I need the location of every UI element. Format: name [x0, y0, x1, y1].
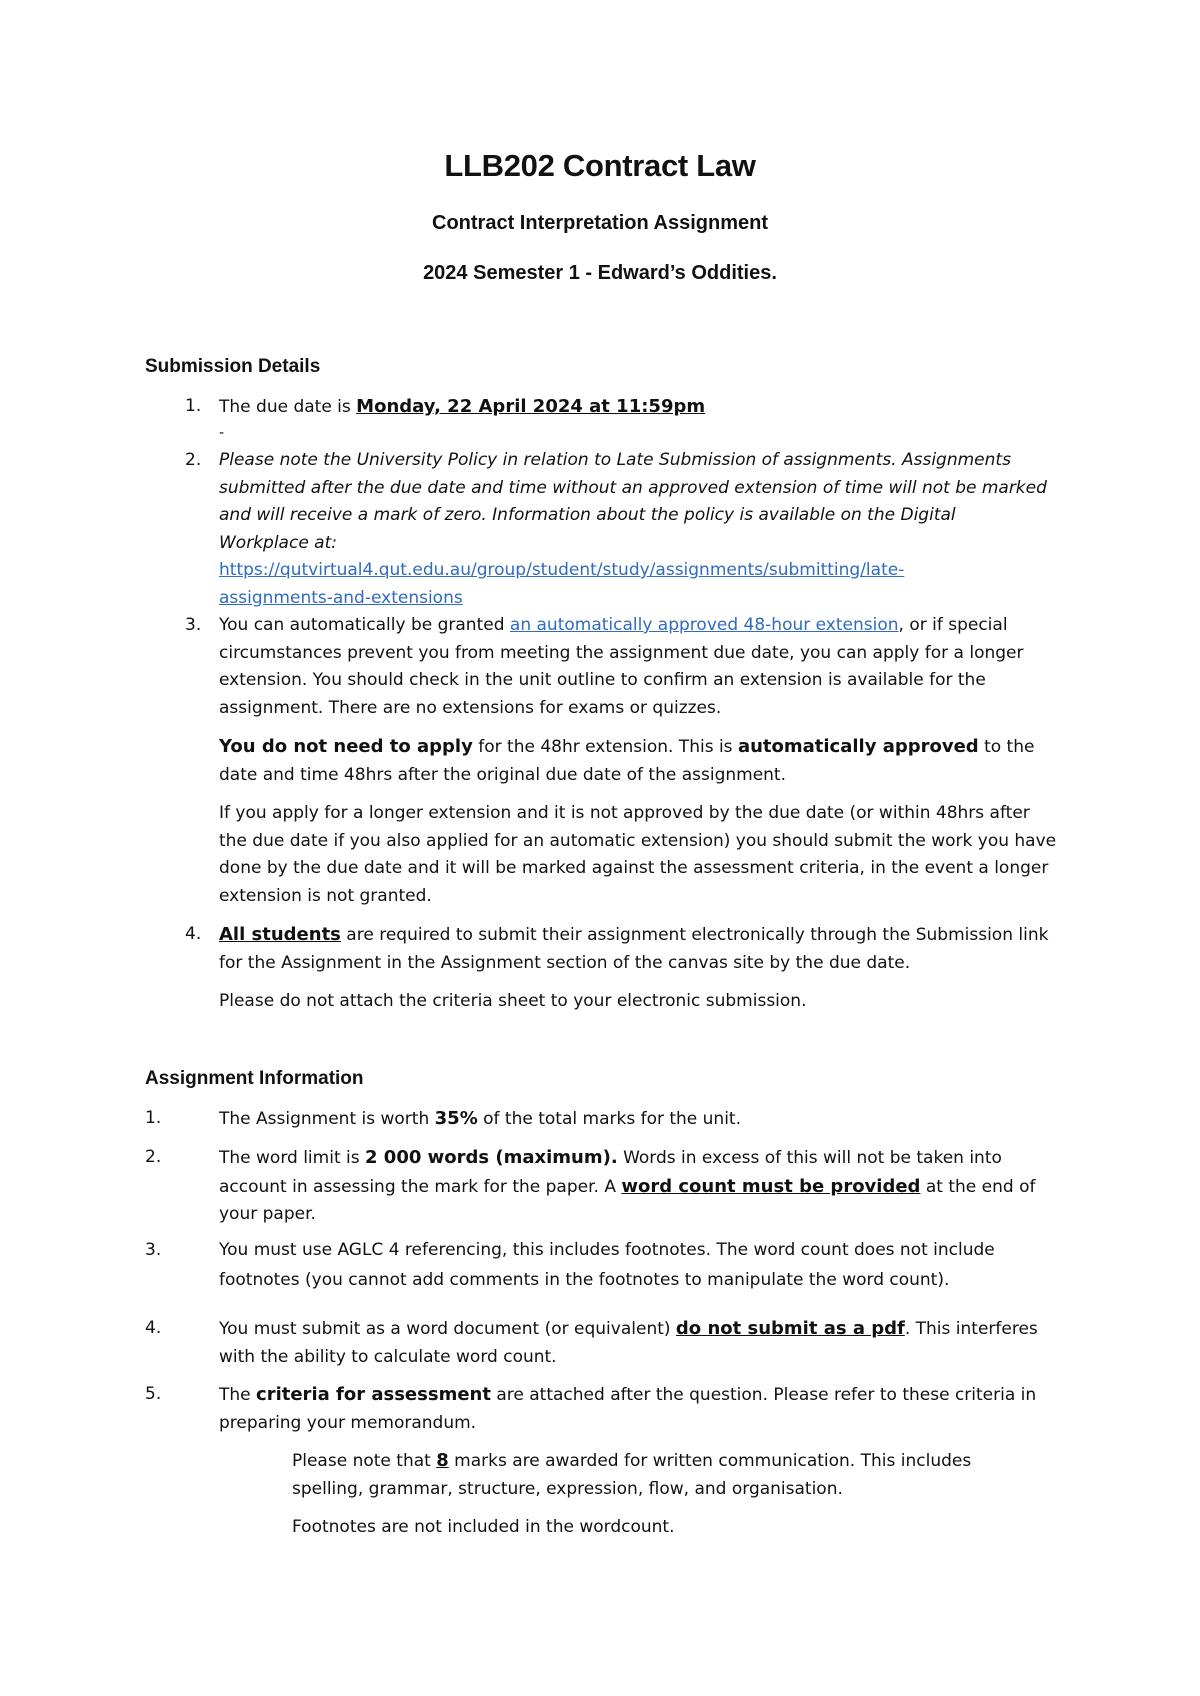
electronic-submission-paragraph: [219, 921, 1057, 977]
submission-item-number: 3.: [185, 615, 202, 635]
aglc-line-2: footnotes (you cannot add comments in the footnotes to manipulate the word count).: [219, 1270, 950, 1290]
note-prefix: Please note that: [292, 1451, 437, 1471]
extension-prefix: You can automatically be granted: [219, 615, 510, 635]
no-need-apply: You do not need to apply: [219, 736, 473, 757]
criteria-prefix: The: [219, 1385, 257, 1405]
criteria-suffix: are attached after the question. Please refer to these criteria in preparing your memorandum.: [219, 1385, 1037, 1433]
assignment-information-heading: Assignment Information: [145, 1068, 364, 1089]
extension-link[interactable]: an automatically approved 48-hour extension: [509, 615, 899, 635]
assignment-item-number: 2.: [145, 1147, 162, 1167]
assignment-worth: [219, 1105, 1059, 1134]
submission-item-due-date: [219, 393, 1019, 422]
word-limit-value: 2 000 words (maximum).: [365, 1147, 618, 1168]
criteria-for-assessment: criteria for assessment: [256, 1384, 491, 1405]
extension-paragraph: [219, 612, 1057, 722]
submit-format-suffix: . This interferes with the ability to calculate word count.: [219, 1319, 1038, 1367]
semester-line: 2024 Semester 1 - Edward’s Oddities.: [423, 262, 777, 284]
word-count-required: word count must be provided: [621, 1175, 921, 1197]
written-communication-note: [292, 1447, 1032, 1503]
footnote-wordcount-note: Footnotes are not included in the wordcount.: [292, 1517, 675, 1537]
submission-item-number: 1.: [185, 396, 202, 416]
word-limit-mid: Words in excess of this will not be taken into account in assessing the mark for the paper. A: [219, 1148, 1002, 1197]
word-limit-paragraph: [219, 1144, 1059, 1229]
auto-approval-end: to the date and time 48hrs after the original due date of the assignment.: [219, 737, 1035, 785]
auto-approval-paragraph: [219, 733, 1057, 789]
policy-url[interactable]: [219, 557, 1049, 612]
automatically-approved: automatically approved: [737, 736, 979, 757]
submission-details-heading: Submission Details: [145, 356, 321, 377]
not-pdf: do not submit as a pdf: [675, 1318, 905, 1339]
criteria-sheet-note: Please do not attach the criteria sheet to your electronic submission.: [219, 991, 807, 1011]
submit-format-prefix: You must submit as a word document (or equivalent): [219, 1319, 676, 1339]
worth-percent: 35%: [434, 1108, 478, 1129]
auto-approval-mid: for the 48hr extension. This is: [472, 737, 738, 757]
worth-prefix: The Assignment is worth: [219, 1109, 435, 1129]
note-suffix: marks are awarded for written communication. This includes spelling, grammar, structure, expression, flow, and organisation.: [292, 1451, 972, 1499]
assignment-item-number: 4.: [145, 1318, 162, 1338]
policy-url-line1[interactable]: https://qutvirtual4.qut.edu.au/group/student/study/assignments/submitting/late-: [219, 560, 905, 580]
all-students: All students: [219, 924, 341, 945]
aglc-line-1: You must use AGLC 4 referencing, this includes footnotes. The word count does not include: [219, 1240, 995, 1260]
assignment-item-number: 3.: [145, 1240, 162, 1260]
longer-extension-paragraph: If you apply for a longer extension and it is not approved by the due date (or within 48hrs after the due date if you also applied for an automatic extension) you should submit the work you have done by the due date and it will be marked against the assessment criteria, in the event a longer extension is not granted.: [219, 803, 1057, 906]
document-subtitle: Contract Interpretation Assignment: [432, 212, 768, 234]
word-limit-suffix: at the end of your paper.: [219, 1176, 1036, 1224]
stray-dash: -: [219, 425, 225, 441]
submit-format-paragraph: [219, 1315, 1069, 1371]
note-marks: 8: [436, 1450, 449, 1471]
due-date-prefix: The due date is: [219, 397, 357, 417]
criteria-paragraph: [219, 1381, 1069, 1437]
document-title: LLB202 Contract Law: [444, 148, 756, 183]
late-submission-policy: Please note the University Policy in relation to Late Submission of assignments. Assignments submitted after the due date and time without an approved extension of time will not be marked and will receive a mark of zero. Information about the policy is available on the Digital Workplace at:: [219, 450, 1047, 553]
extension-rest: , or if special circumstances prevent you from meeting the assignment due date, you can apply for a longer extension. You should check in the unit outline to confirm an extension is available for the assignment. There are no extensions for exams or quizzes.: [219, 615, 1024, 718]
word-limit-prefix: The word limit is: [219, 1148, 365, 1168]
policy-url-line2[interactable]: assignments-and-extensions: [219, 587, 463, 608]
worth-suffix: of the total marks for the unit.: [477, 1109, 742, 1129]
submission-item-number: 4.: [185, 924, 202, 944]
assignment-item-number: 1.: [145, 1108, 162, 1128]
submission-item-number: 2.: [185, 450, 202, 470]
assignment-item-number: 5.: [145, 1384, 162, 1404]
electronic-submission-text: are required to submit their assignment electronically through the Submission link for the Assignment in the Assignment section of the canvas site by the due date.: [219, 925, 1049, 973]
due-date-value: Monday, 22 April 2024 at 11:59pm: [356, 396, 706, 417]
